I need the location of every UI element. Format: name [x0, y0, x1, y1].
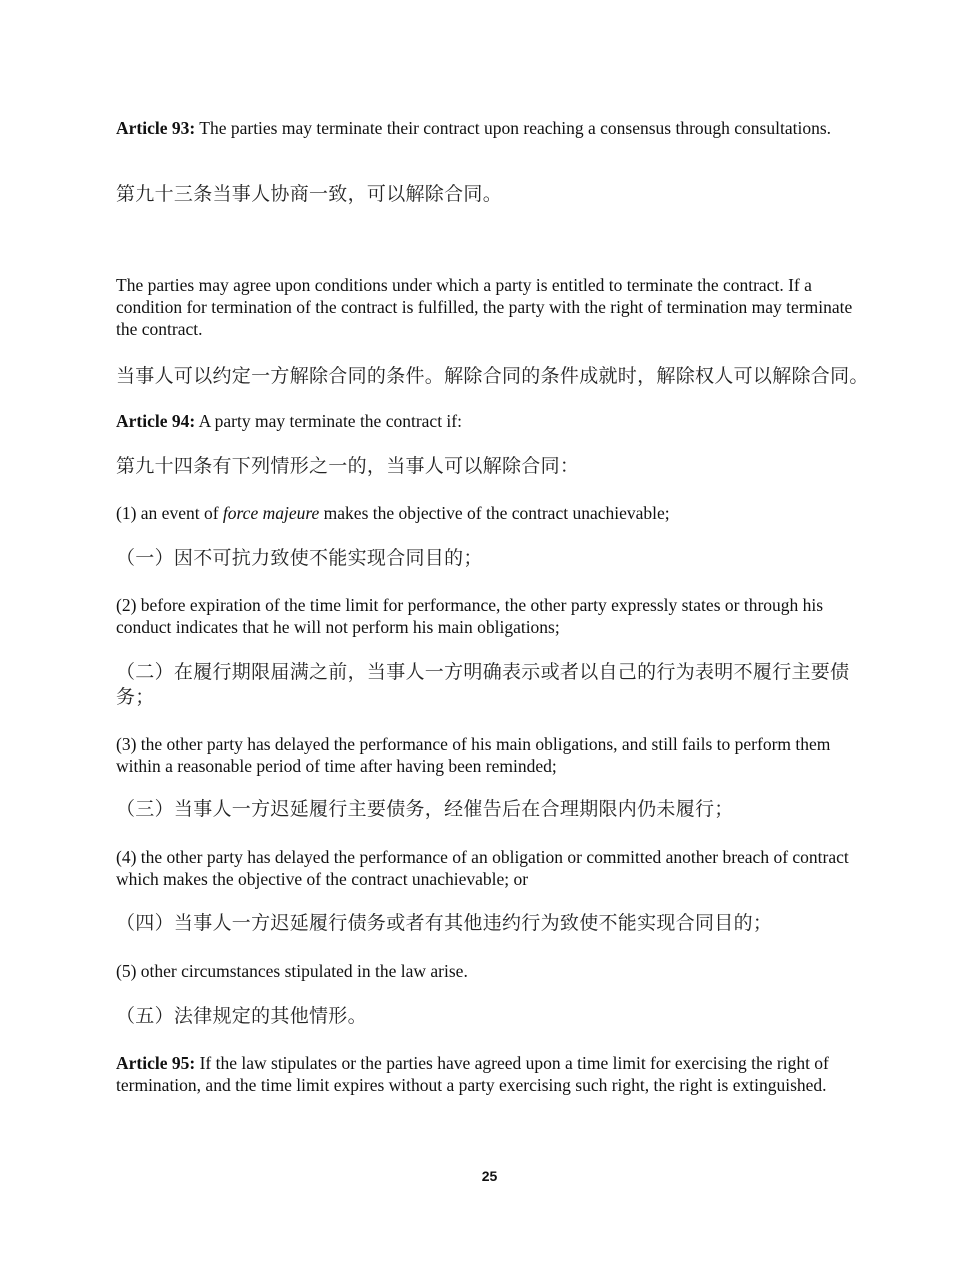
- item-1-en: [116, 502, 876, 524]
- item-3-zh: （三）当事人一方迟延履行主要债务，经催告后在合理期限内仍未履行；: [116, 798, 734, 820]
- item-1-post: makes the objective of the contract unachievable;: [319, 503, 670, 523]
- item-2-en: (2) before expiration of the time limit for performance, the other party expressly states or through his conduct indicates that he will not perform his main obligations;: [116, 595, 824, 637]
- item-3-en: (3) the other party has delayed the performance of his main obligations, and still fails to perform them within a reasonable period of time after having been reminded;: [116, 734, 831, 776]
- item-2-zh: （二）在履行期限届满之前，当事人一方明确表示或者以自己的行为表明不履行主要债务；: [116, 661, 850, 708]
- article-94-en: [116, 410, 876, 432]
- article-94-text: A party may terminate the contract if:: [195, 411, 462, 431]
- article-95-en: [116, 1052, 876, 1096]
- article-94-label: Article 94:: [116, 411, 196, 431]
- termination-conditions-zh: 当事人可以约定一方解除合同的条件。解除合同的条件成就时，解除权人可以解除合同。: [116, 365, 869, 387]
- item-5-en: (5) other circumstances stipulated in the law arise.: [116, 961, 468, 981]
- article-93-text: The parties may terminate their contract upon reaching a consensus through consultations.: [195, 118, 832, 138]
- item-5-zh: （五）法律规定的其他情形。: [116, 1005, 367, 1027]
- item-1-zh: （一）因不可抗力致使不能实现合同目的；: [116, 547, 483, 569]
- article-93-zh: 第九十三条当事人协商一致，可以解除合同。: [116, 183, 503, 205]
- article-93-en: [116, 117, 876, 139]
- item-4-zh: （四）当事人一方迟延履行债务或者有其他违约行为致使不能实现合同目的；: [116, 912, 773, 934]
- item-4-en: (4) the other party has delayed the performance of an obligation or committed another breach of contract which makes the objective of the contract unachievable; or: [116, 847, 849, 889]
- article-93-label: Article 93:: [116, 118, 196, 138]
- termination-conditions-en: The parties may agree upon conditions under which a party is entitled to terminate the contract. If a condition for termination of the contract is fulfilled, the party with the right of termination may terminate the contract.: [116, 275, 853, 339]
- article-95-label: Article 95:: [116, 1053, 196, 1073]
- page-number: 25: [481, 1168, 498, 1184]
- item-1-italic: force majeure: [222, 503, 320, 523]
- article-94-zh: 第九十四条有下列情形之一的，当事人可以解除合同：: [116, 455, 580, 477]
- article-95-text: If the law stipulates or the parties have agreed upon a time limit for exercising the right of termination, and the time limit expires without a party exercising such right, the right is extinguished.: [116, 1053, 829, 1095]
- item-1-pre: (1) an event of: [116, 503, 223, 523]
